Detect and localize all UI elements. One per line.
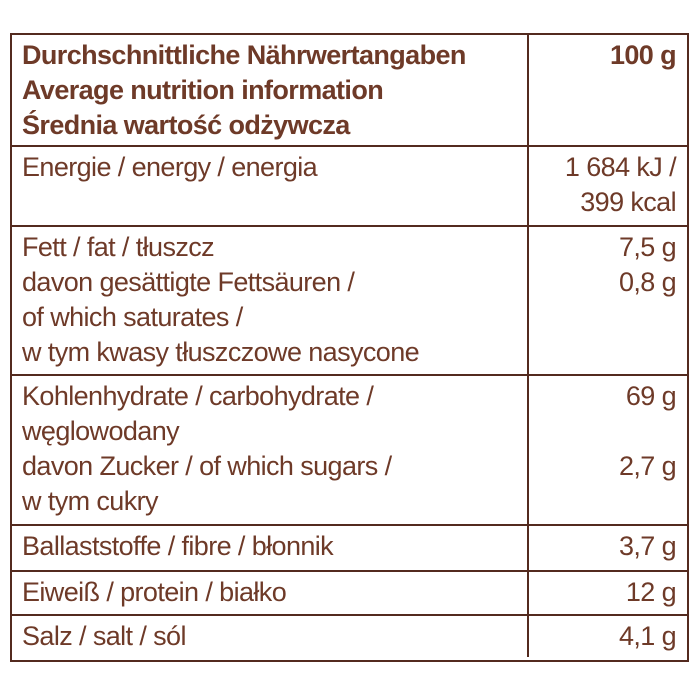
table-header-row [12,35,687,147]
nutrient-label-line: Energie / energy / energia [22,152,318,182]
nutrient-label-line: Salz / salt / sól [22,621,186,651]
serving-amount: 100 g [609,40,676,70]
header-title-line-de: Durchschnittliche Nährwertangaben [22,40,466,70]
nutrient-label-fat [12,227,527,374]
nutrient-value-line: 3,7 g [618,531,676,561]
nutrient-label-line: of which saturates / [22,302,243,332]
nutrient-label-line: w tym kwasy tłuszczowe nasycone [22,337,420,367]
nutrient-value-salt [527,616,687,657]
nutrient-label-line: davon Zucker / of which sugars / [22,451,392,481]
nutrient-label-line: davon gesättigte Fettsäuren / [22,267,355,297]
nutrient-label-carbohydrate [12,376,527,524]
nutrient-value-fat [527,227,687,374]
table-row-salt [12,616,687,657]
nutrition-table [10,33,689,662]
nutrient-value-line: 0,8 g [618,267,676,297]
nutrient-value-line: 69 g [625,381,676,411]
header-title [12,35,527,145]
table-row-fat [12,227,687,376]
nutrient-value-carbohydrate [527,376,687,524]
nutrient-value-protein [527,572,687,614]
table-row-carbohydrate [12,376,687,526]
nutrient-value-line: 2,7 g [618,451,676,481]
nutrient-label-line: Fett / fat / tłuszcz [22,232,215,262]
nutrient-value-line: 399 kcal [580,187,676,217]
nutrient-label-fibre [12,526,527,570]
nutrient-label-line: Eiweiß / protein / białko [22,577,287,607]
table-row-energy [12,147,687,227]
nutrient-label-protein [12,572,527,614]
header-title-line-pl: Średnia wartość odżywcza [22,110,350,140]
table-row-fibre [12,526,687,572]
table-row-protein [12,572,687,616]
nutrient-value-line: 1 684 kJ / [564,152,676,182]
nutrient-label-salt [12,616,527,657]
nutrient-label-line: Ballaststoffe / fibre / błonnik [22,531,334,561]
nutrient-value-line: 7,5 g [618,232,676,262]
nutrient-label-energy [12,147,527,225]
nutrient-value-line-spacer [529,414,676,449]
header-amount-column [527,35,687,145]
nutrient-value-line: 4,1 g [618,621,676,651]
nutrient-label-line: Kohlenhydrate / carbohydrate / [22,381,374,411]
header-title-line-en: Average nutrition information [22,75,384,105]
nutrient-value-fibre [527,526,687,570]
nutrient-label-line: węglowodany [22,416,180,446]
nutrient-label-line: w tym cukry [22,486,158,516]
nutrient-value-energy [527,147,687,225]
nutrient-value-line: 12 g [625,577,676,607]
